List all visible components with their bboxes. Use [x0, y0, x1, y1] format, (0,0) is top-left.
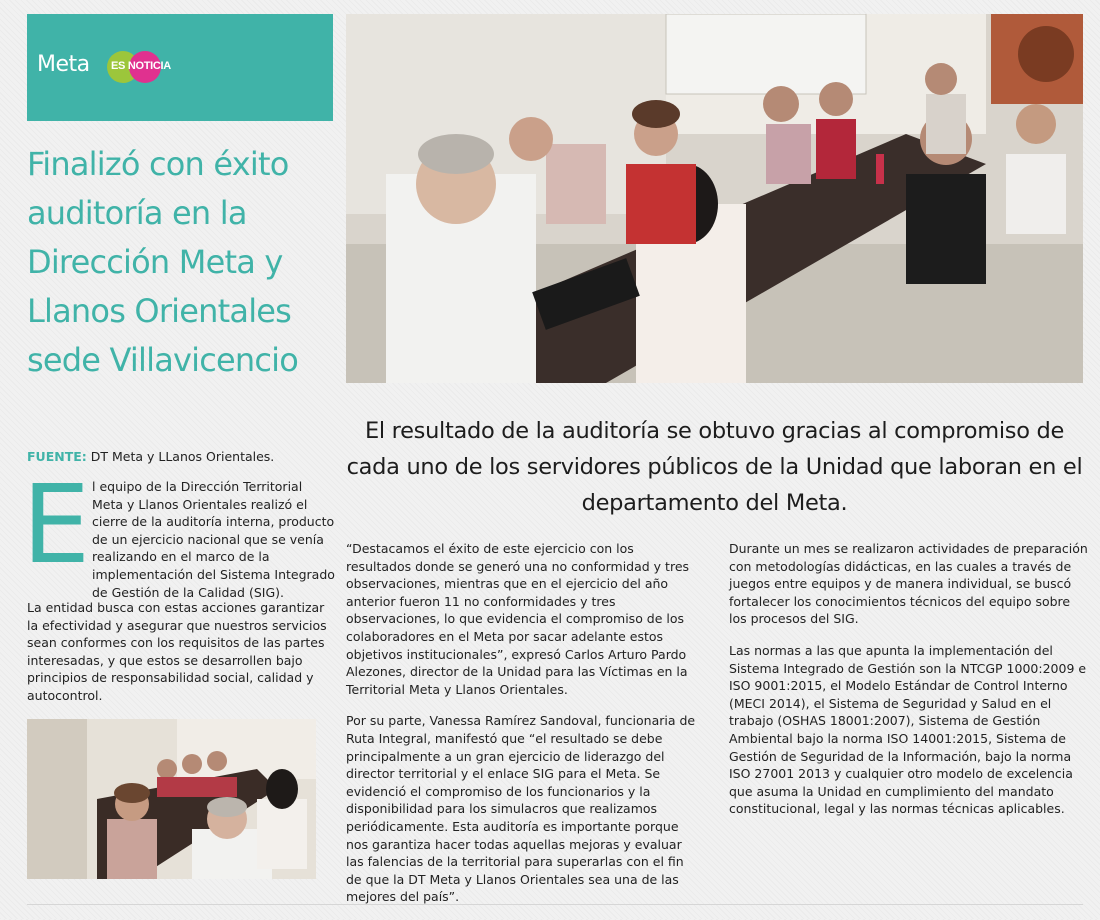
secondary-photo-team-meeting [27, 719, 316, 879]
paragraph-vanessa-quote: Por su parte, Vanessa Ramírez Sandoval, funcionaria de Ruta Integral, manifestó que “el resultado se debe principalmente a un gran ejercicio de liderazgo del director territorial y el enlace SIG para el Meta. Se evidenció el compromiso de los funcionarios y la disponibilidad para los simulacros que realizamos periódicamente. Esta auditoría es importante porque nos garantiza hacer todas aquellas mejoras y evaluar las falencias de la territorial para superarlas con el fin de que la DT Meta y Llanos Orientales sea una de las mejores del país”. [346, 713, 696, 905]
source-line [27, 449, 274, 464]
es-noticia-logo [107, 51, 217, 85]
bottom-divider [27, 904, 1083, 905]
article-column-2 [346, 540, 698, 920]
paragraph-director-quote: “Destacamos el éxito de este ejercicio con los resultados donde se generó una no conformidad y tres observaciones, mientras que en el ejercicio del año anterior fueron 11 no conformidades y tres observaciones, lo que evidencia el compromiso de los colaboradores en el Meta por sacar adelante estos objetivos institucionales”, expresó Carlos Arturo Pardo Alezones, director de la Unidad para las Víctimas en la Territorial Meta y Llanos Orientales. [346, 541, 690, 697]
paragraph-intro: l equipo de la Dirección Territorial Meta y Llanos Orientales realizó el cierre de la auditoría interna, producto de un ejercicio nacional que se venía realizando en el marco de la implementación del Sistema Integrado de Gestión de la Calidad (SIG). [92, 479, 335, 600]
source-value: DT Meta y LLanos Orientales. [90, 449, 275, 464]
drop-cap: E [22, 463, 91, 588]
source-label: FUENTE: [27, 449, 87, 464]
logo-text: ES NOTICIA [111, 60, 171, 72]
main-photo-team-meeting [346, 14, 1083, 383]
section-label: Meta [37, 52, 90, 77]
paragraph-preparation: Durante un mes se realizaron actividades de preparación con metodologías didácticas, en las cuales a través de juegos entre equipos y de manera individual, se buscó fortalecer los conocimientos técnicos del equipo sobre los procesos del SIG. [729, 541, 1088, 627]
article-column-3 [729, 540, 1089, 832]
secondary-photo-illustration [27, 719, 316, 879]
article-headline: Finalizó con éxito auditoría en la Dirección Meta y Llanos Orientales sede Villavicencio [27, 145, 299, 379]
paragraph-standards: Las normas a las que apunta la implementación del Sistema Integrado de Gestión son la NTCGP 1000:2009 e ISO 9001:2015, el Modelo Estándar de Control Interno (MECI 2014), el Sistema de Seguridad y Salud en el trabajo (OSHAS 18001:2007), Sistema de Gestión Ambiental bajo la norma ISO 14001:2015, Sistema de Gestión de Seguridad de la Información, bajo la norma ISO 27001 2013 y cualquier otro modelo de excelencia que asuma la Unidad en cumplimiento del mandato constitucional, legal y las normas técnicas aplicables. [729, 642, 1087, 817]
article-subheadline: El resultado de la auditoría se obtuvo gracias al compromiso de cada uno de los servidores públicos de la Unidad que laboran en el departamento del Meta. [346, 418, 1083, 516]
section-banner [27, 14, 333, 121]
main-photo-illustration [346, 14, 1083, 383]
paragraph-objective: La entidad busca con estas acciones garantizar la efectividad y asegurar que nuestros servicios sean conformes con los requisitos de las partes interesadas, y que estos se desarrollen bajo principios de responsabilidad social, calidad y autocontrol. [27, 600, 327, 703]
